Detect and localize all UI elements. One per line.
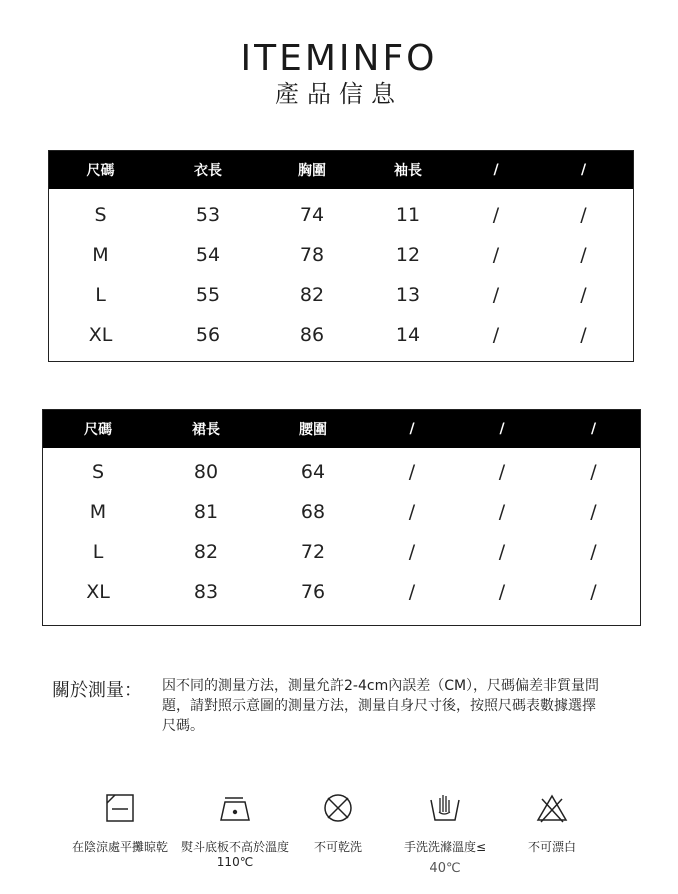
care-label: 在陰涼處平攤晾乾 [71, 840, 168, 854]
table-cell: 74 [299, 204, 325, 226]
header-cell: / [493, 162, 499, 178]
table-cell: / [580, 324, 587, 346]
table-cell: 12 [395, 244, 421, 266]
table-cell: 83 [193, 581, 219, 603]
no-bleach-icon [533, 790, 571, 826]
table-cell: S [94, 204, 107, 226]
measurement-label: 關於測量： [52, 680, 142, 701]
table-cell: / [492, 324, 500, 346]
header-cell: 胸圍 [298, 163, 326, 179]
title-english: ITEMINFO [240, 38, 438, 79]
header-cell: / [590, 421, 597, 437]
table-header [43, 410, 640, 448]
table-row [49, 275, 633, 315]
table-cell: / [498, 581, 506, 603]
table-cell: 14 [395, 324, 421, 346]
table-cell: L [95, 284, 106, 306]
table-cell: 53 [195, 204, 221, 226]
hand-wash-icon [425, 790, 465, 826]
header-cell: 裙長 [192, 422, 220, 438]
table-cell: / [408, 541, 416, 563]
care-item [390, 790, 500, 876]
table-cell: 11 [395, 204, 421, 226]
header-cell: 袖長 [394, 163, 422, 179]
table-cell: 56 [195, 324, 221, 346]
table-cell: 54 [195, 244, 221, 266]
care-item [283, 790, 393, 855]
table-cell: 82 [193, 541, 219, 563]
care-item [180, 790, 290, 870]
table-row [49, 315, 633, 355]
table-row [49, 235, 633, 275]
table-cell: 72 [300, 541, 326, 563]
table-cell: / [492, 244, 500, 266]
measurement-text: 因不同的測量方法，測量允許2-4cm內誤差（CM），尺碼偏差非質量問題，請對照示意圖的測量方法，測量自身尺寸後，按照尺碼表數據選擇尺碼。 [162, 678, 600, 734]
care-temperature: 40℃ [429, 861, 461, 876]
header-cell: 尺碼 [86, 163, 115, 179]
table-cell: / [498, 541, 506, 563]
table-cell: 76 [300, 581, 326, 603]
table-row [43, 492, 640, 532]
table-cell: / [580, 244, 587, 266]
table-cell: / [498, 501, 506, 523]
table-row [43, 532, 640, 572]
table-cell: M [89, 501, 107, 523]
table-cell: 82 [299, 284, 325, 306]
header-cell: / [499, 421, 505, 437]
table-cell: / [590, 541, 597, 563]
table-cell: 55 [195, 284, 221, 306]
care-label: 不可漂白 [527, 840, 576, 854]
header-cell: / [580, 162, 587, 178]
table-cell: 80 [193, 461, 219, 483]
no-dry-clean-icon [320, 790, 356, 826]
table-cell: 86 [299, 324, 325, 346]
table-cell: / [580, 204, 587, 226]
care-item [497, 790, 607, 855]
care-instructions [0, 790, 678, 890]
header-cell: 衣長 [194, 163, 222, 179]
table-cell: / [492, 204, 500, 226]
table-row [43, 452, 640, 492]
table-cell: / [580, 284, 587, 306]
table-cell: 64 [300, 461, 326, 483]
care-label: 手洗洗滌溫度≤ [403, 840, 487, 854]
header-cell: 尺碼 [84, 422, 112, 438]
table-cell: / [590, 461, 597, 483]
table-cell: 13 [395, 284, 421, 306]
table-row [43, 572, 640, 612]
table-cell: S [91, 461, 105, 483]
table-cell: / [498, 461, 506, 483]
table-header [49, 151, 633, 189]
table-cell: / [408, 461, 416, 483]
table-cell: L [92, 541, 104, 563]
care-item [65, 790, 175, 855]
header-cell: / [409, 421, 415, 437]
table-cell: 68 [300, 501, 326, 523]
table-cell: / [408, 581, 416, 603]
table-cell: XL [86, 581, 110, 603]
table-cell: XL [88, 324, 113, 346]
iron-low-icon [215, 790, 255, 826]
care-label: 不可乾洗 [313, 840, 362, 854]
care-label: 熨斗底板不高於溫度110℃ [180, 840, 289, 869]
size-table-top [48, 150, 634, 362]
table-cell: 81 [193, 501, 219, 523]
size-table-bottom [42, 409, 641, 626]
table-cell: / [590, 581, 597, 603]
table-cell: M [92, 244, 109, 266]
flat-dry-shade-icon [102, 790, 138, 826]
table-cell: / [408, 501, 416, 523]
table-cell: / [590, 501, 597, 523]
table-cell: / [492, 284, 500, 306]
title-chinese: 產品信息 [275, 80, 403, 108]
table-cell: 78 [299, 244, 325, 266]
header-cell: 腰圍 [299, 422, 327, 438]
table-row [49, 195, 633, 235]
